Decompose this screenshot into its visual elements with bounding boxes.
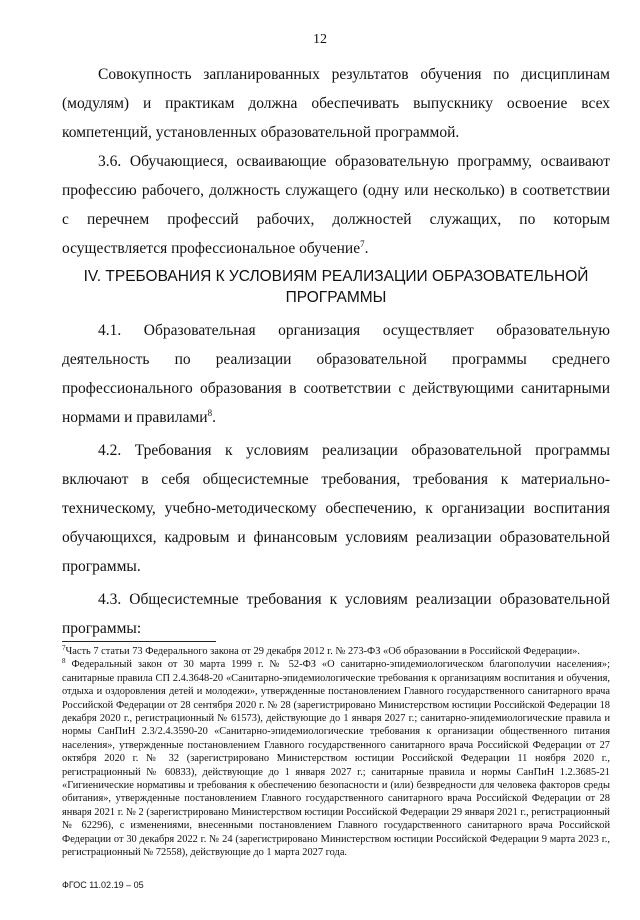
page-number: 12 (313, 32, 327, 47)
section-heading-line2: ПРОГРАММЫ (285, 289, 387, 306)
footnote-ref-8[interactable]: 8 (207, 408, 213, 418)
footnote-divider (62, 641, 216, 642)
footnote-7-mark: 7 (62, 644, 66, 652)
footnote-8-mark: 8 (62, 657, 66, 666)
paragraph-4-1-end: . (212, 409, 216, 426)
body-section-main (62, 316, 610, 643)
footnote-8-text: Федеральный закон от 30 марта 1999 г. № 52-ФЗ «О санитарно-эпидемиологическом благополучии населения»; санитарные правила СП 2.4.3648-20 «Санитарно-эпидемиологические требования к организациям воспитания и обучения, отдыха и оздоровления детей и молодежи», утвержденные постановлением Главного государственного санитарного врача Российской Федерации от 28 сентября 2020 г. № 28 (зарегистрировано Министерством юстиции Российской Федерации 18 декабря 2020 г., регистрационный № 61573), действующие до 1 января 2027 г.; санитарно-эпидемиологические правила и нормы СанПиН 2.3/2.4.3590-20 «Санитарно-эпидемиологические требования к организации общественного питания населения», утвержденные постановлением Главного государственного санитарного врача Российской Федерации от 27 октября 2020 г. № 32 (зарегистрировано Министерством юстиции Российской Федерации 11 ноября 2020 г., регистрационный № 60833), действующие до 1 января 2027 г.; санитарные правила и нормы СанПиН 1.2.3685-21 «Гигиенические нормативы и требования к обеспечению безопасности и (или) безвредности для человека факторов среды обитания», утвержденные постановлением Главного государственного санитарного врача Российской Федерации от 28 января 2021 г. № 2 (зарегистрировано Министерством юстиции Российской Федерации 29 января 2021 г., регистрационный № 62296), с изменениями, внесенными постановлением Главного государственного санитарного врача Российской Федерации от 30 декабря 2022 г. № 24 (зарегистрировано Министерством юстиции Российской Федерации 9 марта 2023 г., регистрационный № 72558), действующие до 1 марта 2027 года. (62, 659, 610, 859)
document-code: ФГОС 11.02.19 – 05 (62, 880, 144, 890)
paragraph-4-2: 4.2. Требования к условиям реализации образовательной программы включают в себя общесистемные требования, требования к материально-техническому, учебно-методическому обеспечению, к организации воспитания обучающихся, кадровым и финансовым условиям реализации образовательной программы. (62, 442, 610, 575)
section-heading-line1: IV. ТРЕБОВАНИЯ К УСЛОВИЯМ РЕАЛИЗАЦИИ ОБРАЗОВАТЕЛЬНОЙ (83, 268, 589, 285)
section-heading (62, 266, 610, 308)
footnote-7-text: Часть 7 статьи 73 Федерального закона от 29 декабря 2012 г. № 273-ФЗ «Об образовании в Российской Федерации». (65, 646, 580, 657)
paragraph-results: Совокупность запланированных результатов обучения по дисциплинам (модулям) и практикам должна обеспечивать выпускнику освоение всех компетенций, установленных образовательной программой. (62, 66, 610, 141)
footnote-7 (62, 645, 610, 658)
paragraph-3-6-text: 3.6. Обучающиеся, осваивающие образовательную программу, осваивают профессию рабочего, должность служащего (одну или несколько) в соответствии с перечнем профессий рабочих, должностей служащих, по которым осуществляется профессиональное обучение (62, 153, 610, 257)
paragraph-3-6-end: . (364, 240, 369, 257)
footnote-8 (62, 658, 610, 859)
paragraph-4-1-text: 4.1. Образовательная организация осуществляет образовательную деятельность по реализации образовательной программы среднего профессионального образования в соответствии с действующими санитарными нормами и правилами (62, 322, 610, 426)
body-section-top (62, 60, 610, 263)
footnotes (62, 645, 610, 860)
footnote-ref-7[interactable]: 7 (360, 239, 365, 249)
paragraph-3-6 (62, 147, 610, 263)
paragraph-4-3: 4.3. Общесистемные требования к условиям реализации образовательной программы: (62, 591, 610, 637)
paragraph-4-1 (62, 316, 610, 432)
